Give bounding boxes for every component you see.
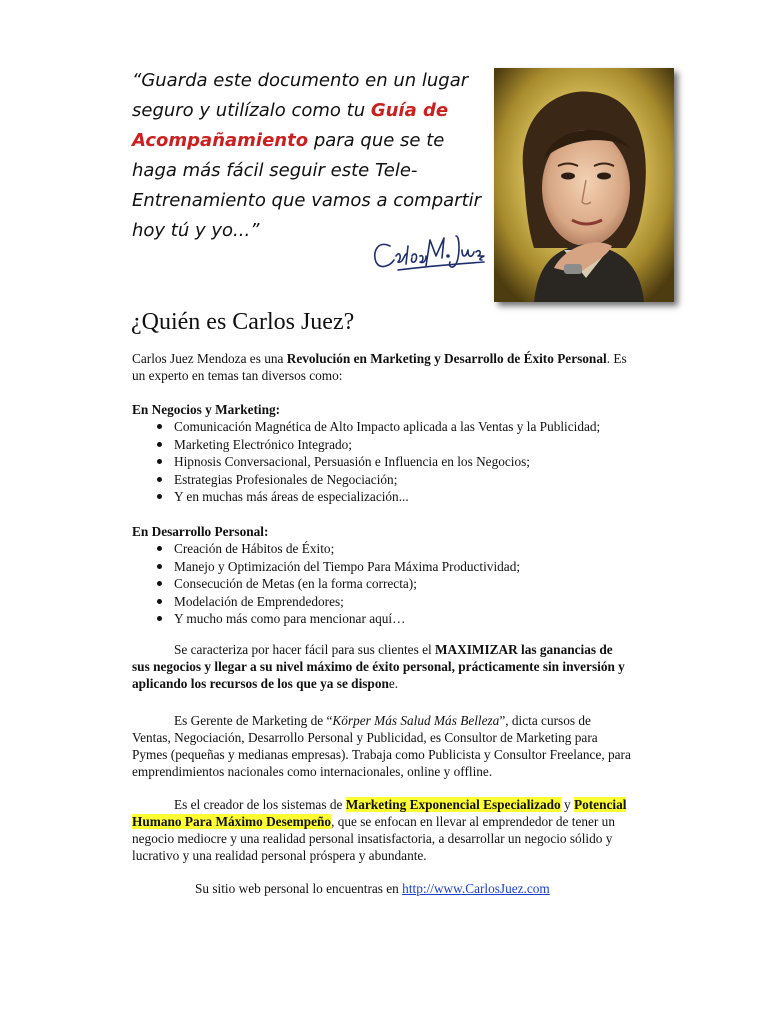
- role-paragraph: [132, 712, 632, 780]
- p2-text-end: ”, dicta cursos de Ventas, Negociación, Desarrollo Personal y Publicidad, es Consultor de Marketing para Pymes (pequeñas y medianas empresas). Trabaja como Publicista y Consultor Freelance, para emprendimientos nacionales como internacionales, online y offline.: [132, 713, 631, 779]
- list-item: Hipnosis Conversacional, Persuasión e Influencia en los Negocios;: [132, 453, 652, 471]
- p2-text: Es Gerente de Marketing de “: [174, 713, 333, 728]
- personal-heading: En Desarrollo Personal:: [132, 524, 269, 539]
- list-item: Y mucho más como para mencionar aquí…: [132, 610, 652, 628]
- intro-bold: Revolución en Marketing y Desarrollo de Éxito Personal: [286, 351, 607, 366]
- list-item: Consecución de Metas (en la forma correcta);: [132, 575, 652, 593]
- business-heading: En Negocios y Marketing:: [132, 402, 281, 417]
- list-item: Estrategias Profesionales de Negociación;: [132, 471, 652, 489]
- intro-text-end: . Es un experto en temas tan diversos como:: [132, 351, 627, 383]
- quote-highlight: Guía de Acompañamiento: [132, 100, 449, 151]
- highlight-system-2: Potencial Humano Para Máximo Desempeño: [132, 797, 627, 829]
- p3-text-end: , que se enfocan en llevar al emprendedor de tener un negocio mediocre y una realidad personal insatisfactoria, a desarrollar un negocio sólido y lucrativo y una realidad personal próspera y abundante.: [132, 814, 615, 863]
- signature: [368, 226, 488, 276]
- systems-paragraph: [132, 796, 632, 864]
- intro-quote: [132, 66, 492, 246]
- personal-list: [132, 540, 652, 628]
- list-item: Y en muchas más áreas de especialización...: [132, 488, 652, 506]
- website-text: Su sitio web personal lo encuentras en: [195, 881, 403, 896]
- p1-text-end: e.: [388, 676, 399, 691]
- list-item: Creación de Hábitos de Éxito;: [132, 540, 652, 558]
- quote-text-end: para que se te haga más fácil seguir este Tele-Entrenamiento que vamos a compartir hoy tú y yo...”: [132, 130, 482, 241]
- company-name: Körper Más Salud Más Belleza: [332, 713, 500, 728]
- portrait-illustration: [494, 68, 674, 302]
- website-line: [195, 880, 550, 897]
- website-link[interactable]: http://www.CarlosJuez.com: [402, 881, 550, 896]
- quote-text-start: “Guarda este documento en un lugar seguro y utilízalo como tu: [132, 70, 469, 121]
- list-item: Marketing Electrónico Integrado;: [132, 436, 652, 454]
- p1-text: Se caracteriza por hacer fácil para sus clientes el: [174, 642, 435, 657]
- p1-bold: MAXIMIZAR las ganancias de sus negocios y llegar a su nivel máximo de éxito personal, prácticamente sin inversión y aplicando los recursos de los que ya se dispon: [132, 642, 625, 691]
- list-item: Manejo y Optimización del Tiempo Para Máxima Productividad;: [132, 558, 652, 576]
- p3-text: Es el creador de los sistemas de: [174, 797, 346, 812]
- author-photo: [494, 68, 674, 302]
- intro-paragraph: [132, 350, 632, 384]
- maximize-paragraph: [132, 641, 632, 692]
- p3-text-mid: y: [560, 797, 574, 812]
- highlight-system-1: Marketing Exponencial Especializado: [345, 797, 561, 812]
- page-title: ¿Quién es Carlos Juez?: [131, 309, 355, 335]
- list-item: Modelación de Emprendedores;: [132, 593, 652, 611]
- list-item: Comunicación Magnética de Alto Impacto aplicada a las Ventas y la Publicidad;: [132, 418, 652, 436]
- business-list: [132, 418, 652, 506]
- intro-text: Carlos Juez Mendoza es una: [132, 351, 287, 366]
